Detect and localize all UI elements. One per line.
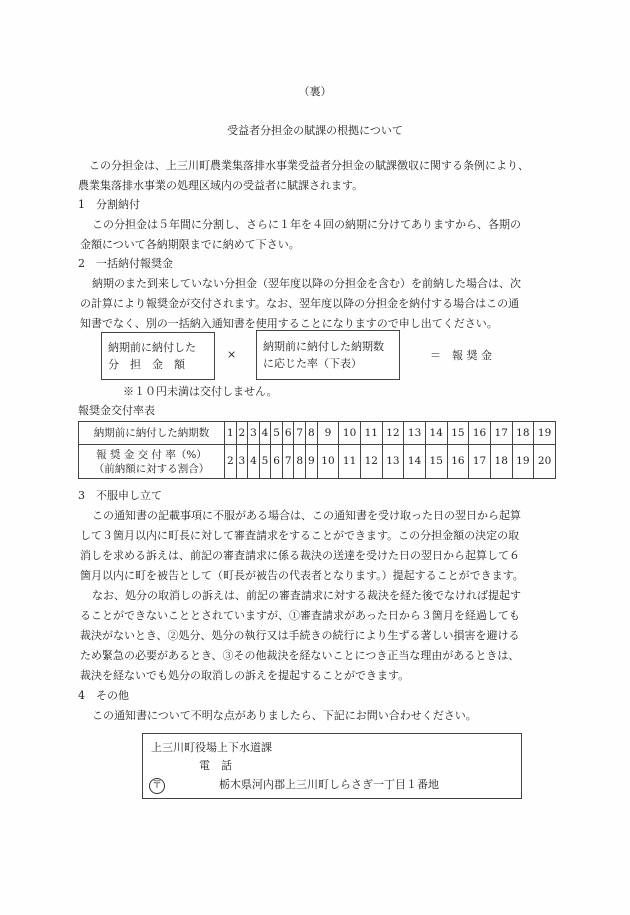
section-3-line-6: ることができないこととされていますが、①審査請求があった日から３箇月を経過しても [80,609,520,622]
rate-row2-header-line2: （前納額に対する割合） [93,462,210,475]
rate-value-cell: 14 [404,445,426,479]
rate-period-cell: 1 [225,422,237,445]
rate-value-cell: 11 [339,445,361,479]
document-title: 受益者分担金の賦課の根拠について [227,124,403,137]
formula-rate-box [256,330,400,380]
rate-period-cell: 3 [248,422,260,445]
rate-period-cell: 13 [404,422,426,445]
rate-period-cell: 15 [447,422,469,445]
rate-value-cell: 19 [512,445,534,479]
rate-table-row-periods [79,422,556,445]
rate-period-cell: 16 [469,422,491,445]
rate-row1-header: 納期前に納付した納期数 [79,422,225,445]
contact-address: 栃木県河内郡上三川町しらさぎ一丁目１番地 [219,778,439,791]
rate-period-cell: 10 [339,422,361,445]
rate-value-cell: 9 [306,445,318,479]
section-2-line-3: 知書でなく、別の一括納入通知書を使用することになりますので申し出てください。 [80,317,498,330]
rate-period-cell: 8 [306,422,318,445]
rate-value-cell: 10 [317,445,339,479]
section-3-line-7: 裁決がないとき、②処分、処分の執行又は手続きの続行により生ずる著しい損害を避ける [80,629,520,642]
formula-note: ※１０円未満は交付しません。 [123,385,278,398]
rate-table [78,421,556,479]
section-2-line-2: の計算により報奨金が交付されます。なお、翌年度以降の分担金を納付する場合はこの通 [80,297,520,310]
rate-period-cell: 9 [317,422,339,445]
formula-times: × [227,348,237,361]
section-4-heading: 4 その他 [78,689,129,702]
rate-value-cell: 18 [490,445,512,479]
section-2-line-1: 納期のまた到来していない分担金（翌年度以降の分担金を含む）を前納した場合は、次 [92,277,521,290]
section-1-heading: 1 分割納付 [78,198,140,211]
rate-value-cell: 8 [294,445,306,479]
rate-table-caption: 報奨金交付率表 [78,404,155,417]
rate-value-cell: 5 [259,445,271,479]
rate-period-cell: 14 [425,422,447,445]
formula-result: ＝ 報 奨 金 [430,349,492,362]
section-3-line-3: 消しを求める訴えは、前記の審査請求に係る裁決の送達を受けた日の翌日から起算して６ [80,549,520,562]
intro-line-2: 農業集落排水事業の処理区域内の受益者に賦課されます。 [78,179,364,192]
rate-value-cell: 20 [534,445,556,479]
rate-period-cell: 19 [534,422,556,445]
contact-phone-label: 電 話 [199,759,232,772]
section-3-line-2: して３箇月以内に町長に対して審査請求をすることができます。この分担金額の決定の取 [80,529,520,542]
section-3-line-1: この通知書の記載事項に不服がある場合は、この通知書を受け取った日の翌日から起算 [92,509,521,522]
rate-period-cell: 11 [360,422,382,445]
section-3-line-8: ため緊急の必要があるとき、③その他裁決を経ないことにつき正当な理由があるときは、 [80,649,520,662]
rate-value-cell: 4 [248,445,260,479]
rate-period-cell: 18 [512,422,534,445]
rate-value-cell: 16 [447,445,469,479]
contact-box [142,733,522,799]
rate-value-cell: 2 [225,445,237,479]
postal-mark-icon: 〒 [149,778,165,794]
rate-period-cell: 2 [236,422,248,445]
rate-period-cell: 17 [490,422,512,445]
formula-box1-line1: 納期前に納付した [108,341,196,354]
rate-value-cell: 3 [236,445,248,479]
section-4-line-1: この通知書について不明な点がありましたら、下記にお問い合わせください。 [92,709,477,722]
section-3-line-5: なお、処分の取消しの訴えは、前記の審査請求に対する裁決を経た後でなければ提起す [92,589,521,602]
rate-value-cell: 12 [360,445,382,479]
rate-value-cell: 17 [469,445,491,479]
rate-value-cell: 15 [425,445,447,479]
rate-row2-header-line1: 報 奨 金 交 付 率（%） [96,448,207,461]
rate-period-cell: 5 [271,422,283,445]
section-3-heading: 3 不服申し立て [78,489,162,502]
section-1-line-2: 金額について各納期限までに納めて下さい。 [80,238,300,251]
contact-office: 上三川町役場上下水道課 [151,741,272,754]
section-2-heading: 2 一括納付報奨金 [78,257,173,270]
formula-box2-line1: 納期前に納付した納期数 [263,340,384,353]
formula-box1-line2: 分 担 金 額 [108,358,185,371]
rate-value-cell: 6 [271,445,283,479]
intro-line-1: この分担金は、上三川町農業集落排水事業受益者分担金の賦課徴収に関する条例により、 [89,159,529,172]
section-3-line-4: 箇月以内に町を被告として（町長が被告の代表者となります。）提起することができます。 [80,569,524,582]
page-label: （裏） [298,85,332,98]
rate-period-cell: 4 [259,422,271,445]
rate-value-cell: 13 [382,445,404,479]
rate-value-cell: 7 [282,445,294,479]
formula-amount-box [101,332,215,380]
rate-table-row-rates [79,445,556,479]
rate-row2-header [79,445,225,479]
rate-period-cell: 7 [294,422,306,445]
formula-box2-line2: に応じた率（下表） [263,357,362,370]
rate-period-cell: 6 [282,422,294,445]
section-1-line-1: この分担金は５年間に分割し、さらに１年を４回の納期に分けてありますから、各期の [92,218,521,231]
rate-period-cell: 12 [382,422,404,445]
section-3-line-9: 裁決を経ないでも処分の取消しの訴えを提起することができます。 [80,669,410,682]
